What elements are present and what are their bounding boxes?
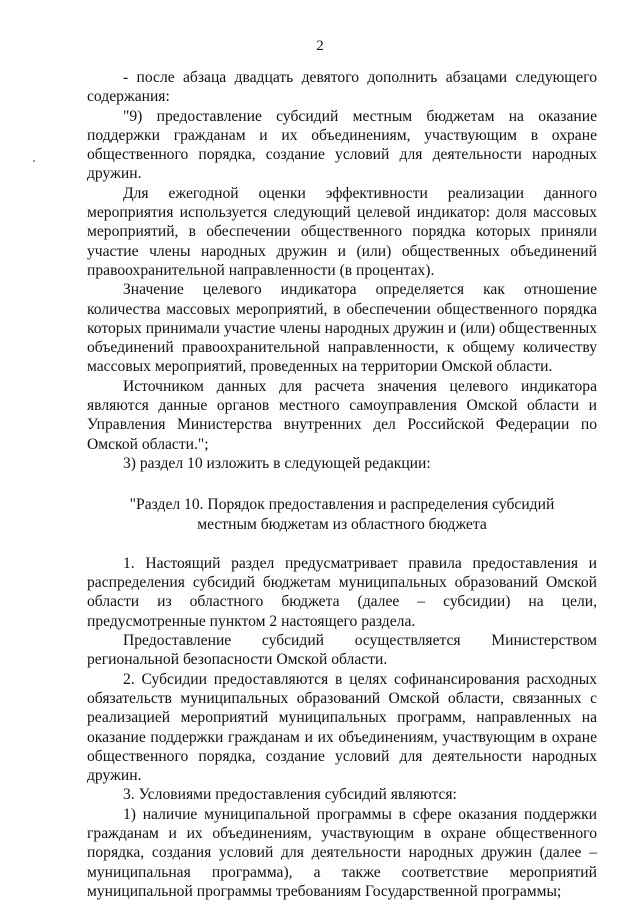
paragraph-section-10-intro: 3) раздел 10 изложить в следующей редакции: xyxy=(123,454,431,472)
paragraph-item-9: "9) предоставление субсидий местным бюджетам на оказание поддержки гражданам и их объединениям, участвующим в охране общественного порядка, создание условий для деятельности народных дружин. xyxy=(87,107,597,183)
paragraph-data-source: Источником данных для расчета значения целевого индикатора являются данные органов местного самоуправления Омской области и Управления Министерства внутренних дел Российской Федерации по Омской области."; xyxy=(87,377,597,453)
paragraph-condition-1: 1) наличие муниципальной программы в сфере оказания поддержки гражданам и их объединениям, участвующим в охране общественного порядка, создания условий для деятельности народных дружин (далее – муниципальная программа), а также соответствие мероприятий муниципальной программы требованиям Государственной программы; xyxy=(87,805,597,900)
section-heading: "Раздел 10. Порядок предоставления и распределения субсидий местным бюджетам из областного бюджета xyxy=(129,496,555,533)
paragraph-ministry: Предоставление субсидий осуществляется Министерством региональной безопасности Омской области. xyxy=(87,632,597,669)
paragraph-point-2: 2. Субсидии предоставляются в целях софинансирования расходных обязательств муниципальных образований Омской области, связанных с реализацией мероприятий муниципальных программ, направленных на оказание поддержки гражданам и их объединениям, участвующим в охране общественного порядка, создание условий для деятельности народных дружин. xyxy=(87,670,597,785)
paragraph-point-3: 3. Условиями предоставления субсидий являются: xyxy=(123,786,457,804)
paragraph-point-1: 1. Настоящий раздел предусматривает правила предоставления и распределения субсидий бюджетам муниципальных образований Омской области из областного бюджета (далее – субсидии) на цели, предусмотренные пунктом 2 настоящего раздела. xyxy=(87,554,597,630)
spacer xyxy=(87,473,597,495)
spacer xyxy=(87,534,597,554)
paragraph-amendment-intro: - после абзаца двадцать девятого дополнить абзацами следующего содержания: xyxy=(87,69,597,106)
page-number: 2 xyxy=(316,38,324,54)
paragraph-indicator-value: Значение целевого индикатора определяется как отношение количества массовых мероприятий, в обеспечении общественного порядка которых принимали участие члены народных дружин и (или) общественных объединений правоохранительной направленности, к общему количеству массовых мероприятий, проведенных на территории Омской области. xyxy=(87,281,597,376)
document-body xyxy=(87,68,597,901)
paragraph-indicator-definition: Для ежегодной оценки эффективности реализации данного мероприятия используется следующий целевой индикатор: доля массовых мероприятий, в обеспечении общественного порядка которых приняли участие члены народных дружин и (или) общественных объединений правоохранительной направленности (в процентах). xyxy=(87,184,597,279)
scan-artifact-dot xyxy=(33,160,35,162)
